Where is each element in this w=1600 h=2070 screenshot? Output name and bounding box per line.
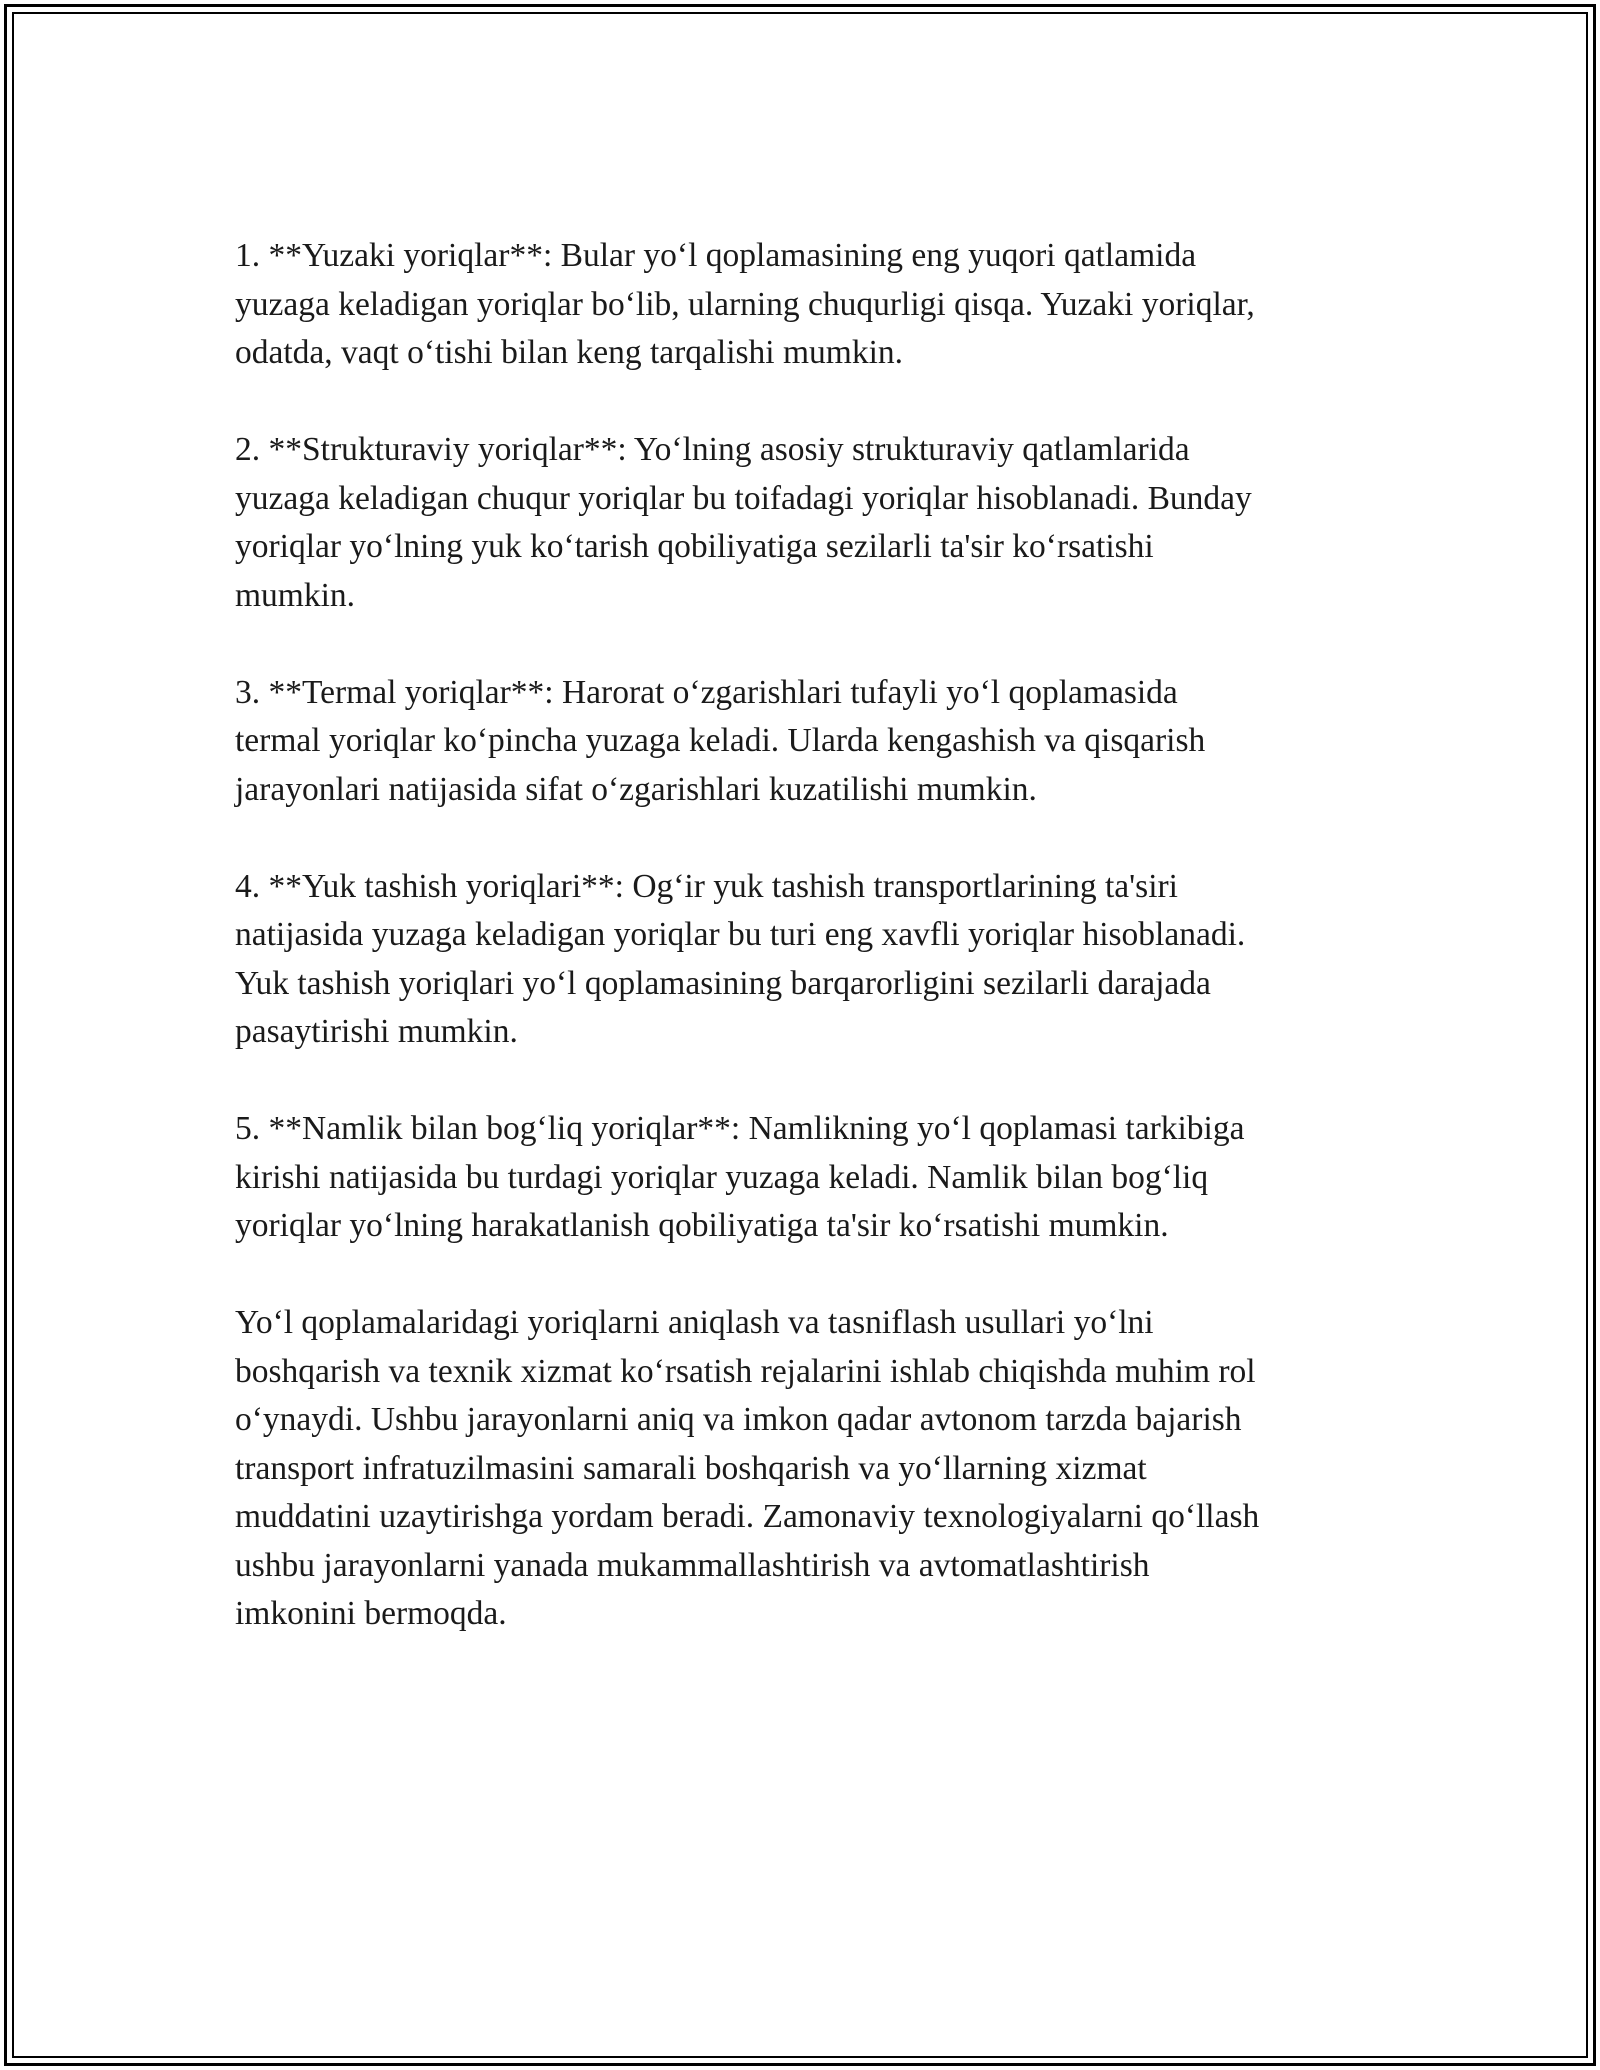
paragraph-surface-cracks: 1. **Yuzaki yoriqlar**: Bular yo‘l qoplamasining eng yuqori qatlamida yuzaga keladigan yoriqlar bo‘lib, ularning chuqurligi qisqa. Yuzaki yoriqlar, odatda, vaqt o‘tishi bilan keng tarqalishi mumkin. bbox=[235, 237, 1255, 371]
paragraph-conclusion: Yo‘l qoplamalaridagi yoriqlarni aniqlash va tasniflash usullari yo‘lni boshqarish va texnik xizmat ko‘rsatish rejalarini ishlab chiqishda muhim rol o‘ynaydi. Ushbu jarayonlarni aniq va imkon qadar avtonom tarzda bajarish transport infratuzilmasini samarali boshqarish va yo‘llarning xizmat muddatini uzaytirishga yordam beradi. Zamonaviy texnologiyalarni qo‘llash ushbu jarayonlarni yanada mukammallashtirish va avtomatlashtirish imkonini bermoqda. bbox=[235, 1304, 1260, 1632]
paragraph-load-cracks: 4. **Yuk tashish yoriqlari**: Og‘ir yuk tashish transportlarining ta'siri natijasida yuzaga keladigan yoriqlar bu turi eng xavfli yoriqlar hisoblanadi. Yuk tashish yoriqlari yo‘l qoplamasining barqarorligini sezilarli darajada pasaytirishi mumkin. bbox=[235, 867, 1246, 1050]
document-body bbox=[235, 232, 1375, 1687]
paragraph-moisture-cracks: 5. **Namlik bilan bog‘liq yoriqlar**: Namlikning yo‘l qoplamasi tarkibiga kirishi natijasida bu turdagi yoriqlar yuzaga keladi. Namlik bilan bog‘liq yoriqlar yo‘lning harakatlanish qobiliyatiga ta'sir ko‘rsatishi mumkin. bbox=[235, 1110, 1245, 1244]
paragraph-structural-cracks: 2. **Strukturaviy yoriqlar**: Yo‘lning asosiy strukturaviy qatlamlarida yuzaga keladigan chuqur yoriqlar bu toifadagi yoriqlar hisoblanadi. Bunday yoriqlar yo‘lning yuk ko‘tarish qobiliyatiga sezilarli ta'sir ko‘rsatishi mumkin. bbox=[235, 431, 1252, 614]
paragraph-thermal-cracks: 3. **Termal yoriqlar**: Harorat o‘zgarishlari tufayli yo‘l qoplamasida termal yoriqlar ko‘pincha yuzaga keladi. Ularda kengashish va qisqarish jarayonlari natijasida sifat o‘zgarishlari kuzatilishi mumkin. bbox=[235, 673, 1206, 808]
